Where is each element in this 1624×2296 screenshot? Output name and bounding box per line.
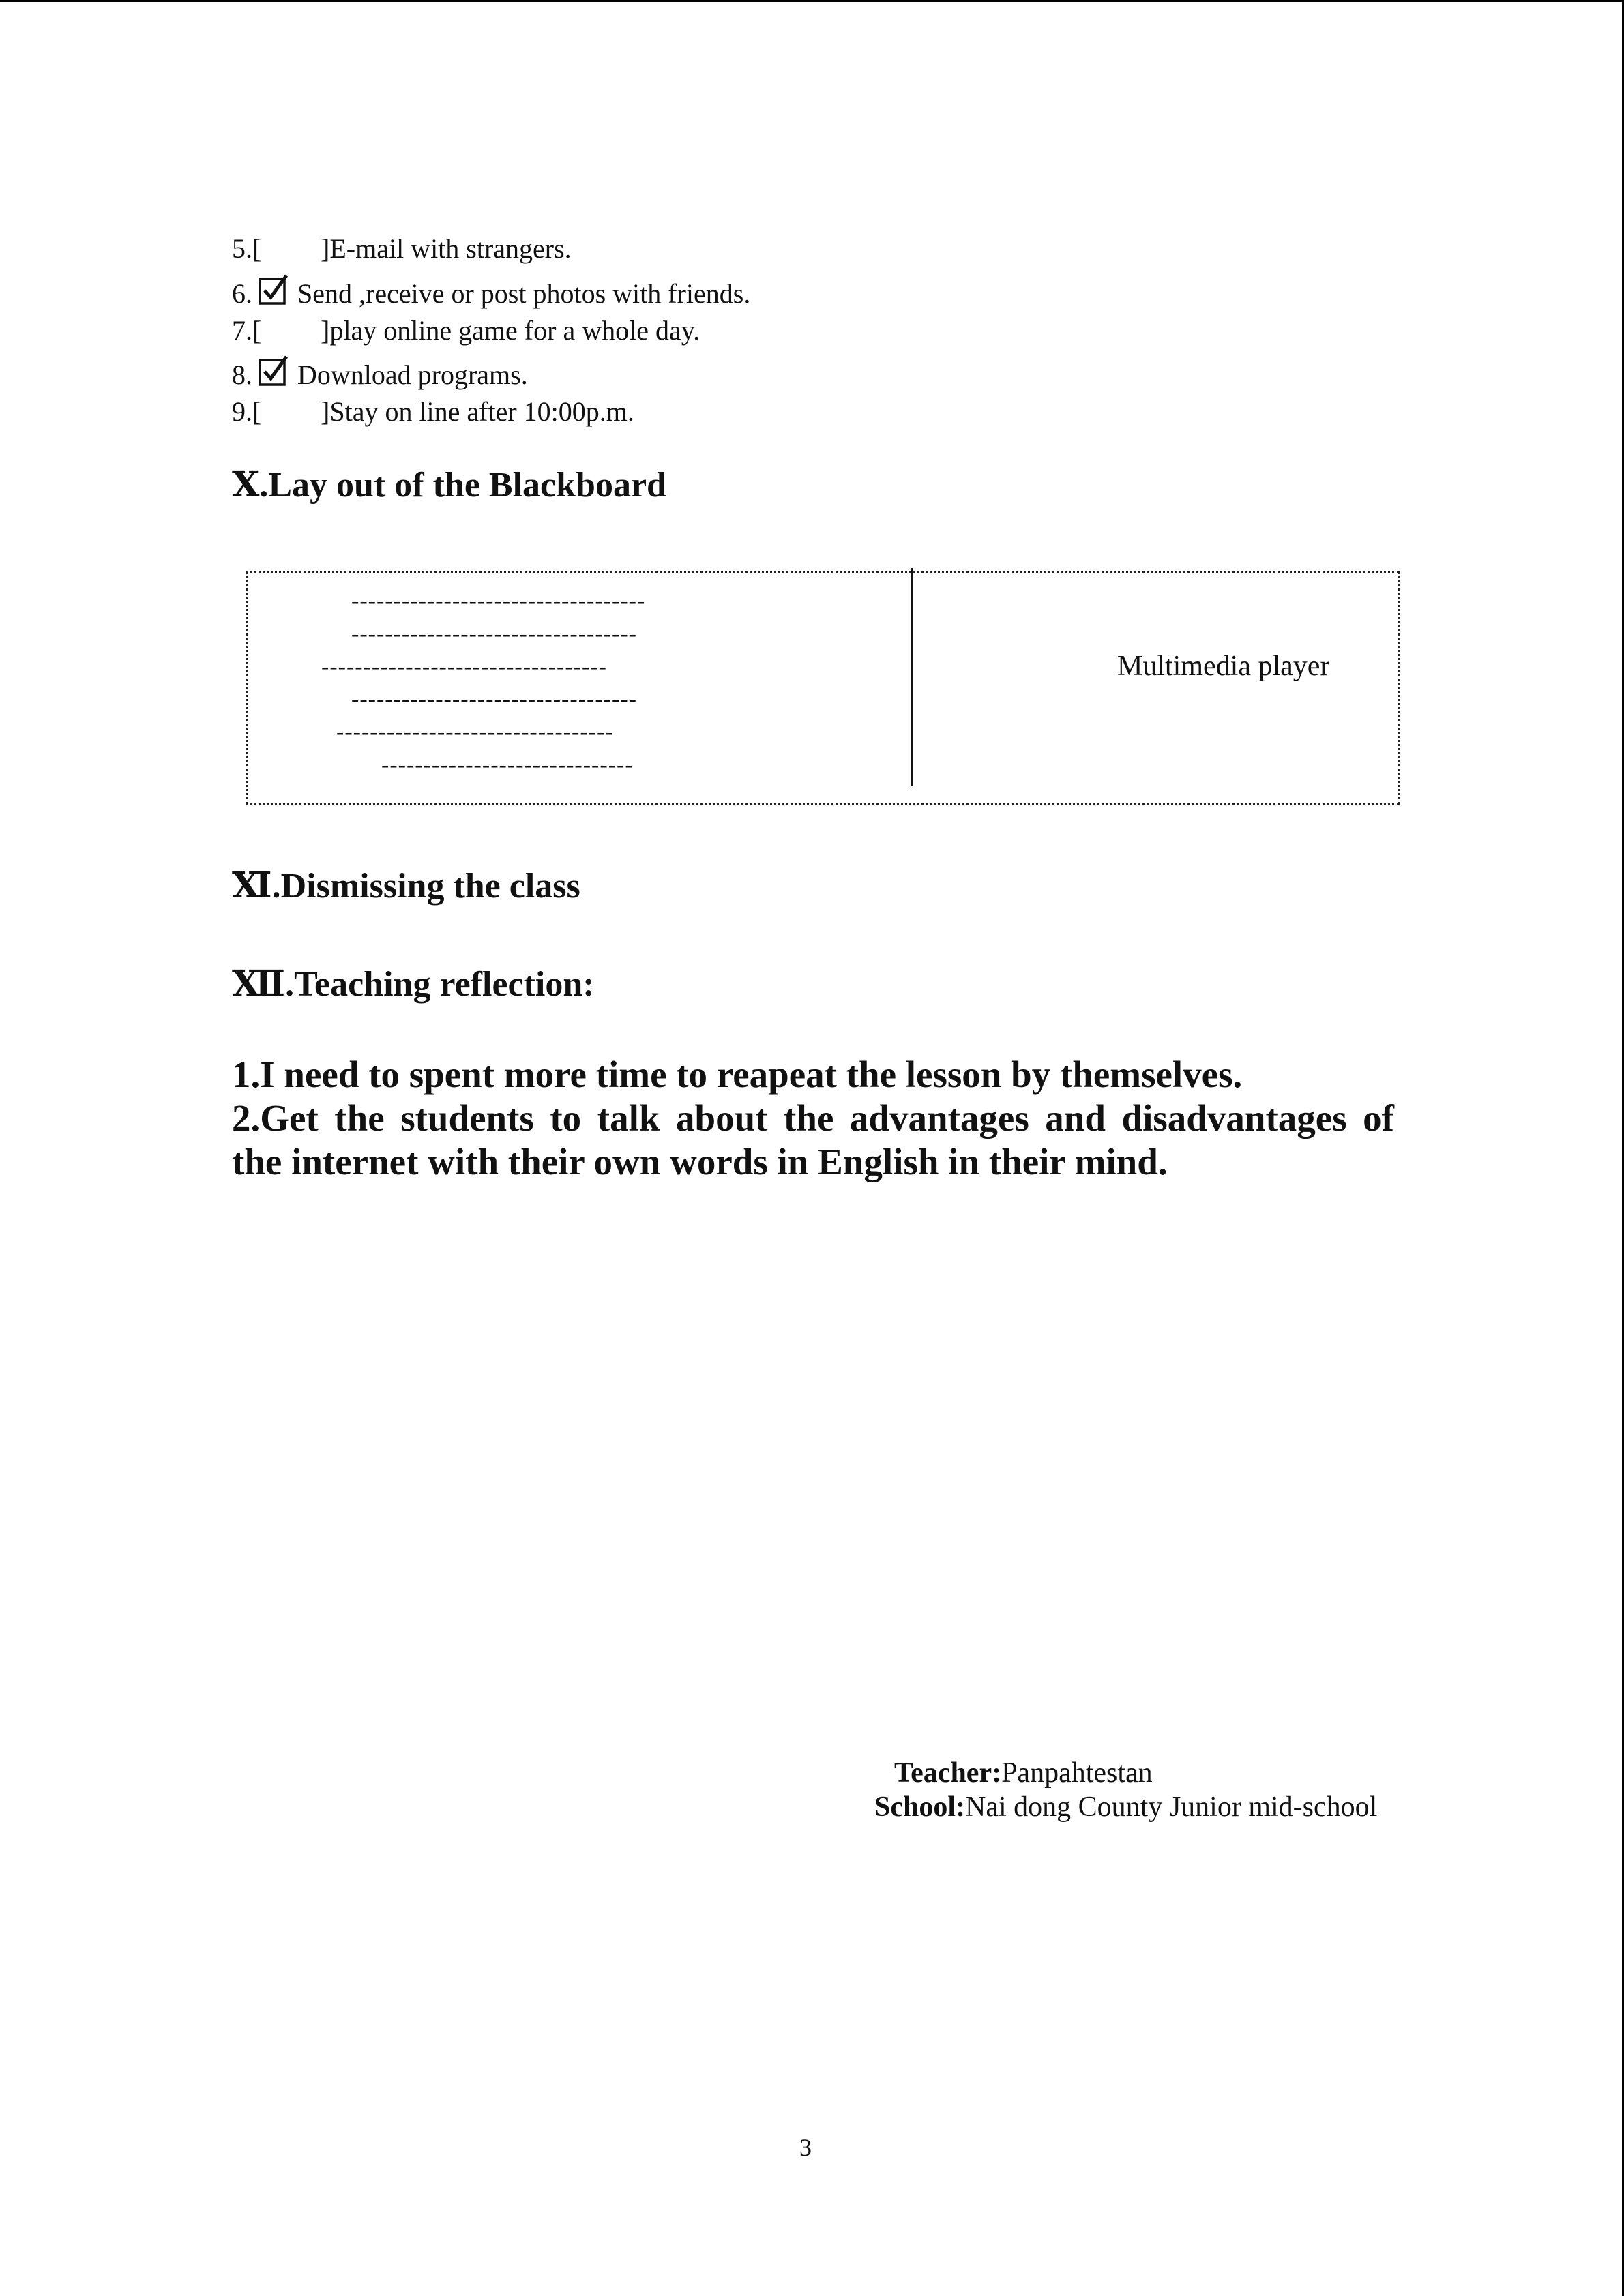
- school-label: School:: [874, 1791, 966, 1823]
- reflection-item: 1.I need to spent more time to reapeat the lesson by themselves.: [232, 1054, 1243, 1095]
- school-name: Nai dong County Junior mid-school: [965, 1791, 1378, 1823]
- item-text: Send ,receive or post photos with friends.: [297, 278, 751, 309]
- blackboard-line: ---------------------------------: [336, 719, 614, 745]
- reflection-item: 2.Get the students to talk about the advantages and disadvantages of: [232, 1097, 1394, 1139]
- blackboard-line: -----------------------------------: [351, 588, 646, 614]
- reflection-item-continued: the internet with their own words in English in their mind.: [232, 1141, 1168, 1182]
- blackboard-divider: [911, 568, 913, 786]
- school-line: [874, 1791, 1377, 1823]
- checked-box-icon: [258, 355, 289, 387]
- item-number: 9.: [232, 396, 252, 427]
- checklist-item-5: 5.[ ]E-mail with strangers.: [232, 233, 572, 264]
- teacher-line: [894, 1757, 1153, 1789]
- section-heading-reflection: Ⅻ.Teaching reflection:: [232, 965, 595, 1004]
- item-text: Download programs.: [297, 359, 528, 390]
- blackboard-line: ----------------------------------: [351, 687, 637, 712]
- blackboard-line: ----------------------------------: [321, 654, 607, 679]
- checklist-item-6: [232, 274, 750, 310]
- multimedia-player-label: Multimedia player: [1117, 651, 1330, 682]
- section-heading-dismiss: Ⅺ.Dismissing the class: [232, 867, 580, 906]
- reflection-body: [232, 1053, 1394, 1184]
- blackboard-layout-box: [246, 571, 1400, 805]
- item-text: play online game for a whole day.: [329, 315, 700, 346]
- blackboard-line: ----------------------------------: [351, 621, 637, 646]
- teacher-label: Teacher:: [894, 1757, 1002, 1789]
- checked-box-icon: [258, 274, 289, 305]
- checklist-item-8: [232, 355, 528, 391]
- item-number: 8.: [232, 359, 252, 390]
- item-number: 6.: [232, 278, 252, 309]
- empty-bracket: [: [252, 233, 262, 264]
- checklist-item-7: 7.[ ]play online game for a whole day.: [232, 315, 700, 346]
- item-number: 7.: [232, 315, 252, 346]
- section-heading-blackboard: Ⅹ.Lay out of the Blackboard: [232, 466, 666, 505]
- empty-bracket: [: [252, 396, 262, 427]
- item-text: Stay on line after 10:00p.m.: [329, 396, 634, 427]
- page-border-top: [0, 0, 1624, 2]
- blackboard-line: ------------------------------: [381, 752, 634, 777]
- empty-bracket: [: [252, 315, 262, 346]
- item-number: 5.: [232, 233, 252, 264]
- item-text: E-mail with strangers.: [329, 233, 572, 264]
- page-number: 3: [799, 2134, 812, 2161]
- checklist-item-9: 9.[ ]Stay on line after 10:00p.m.: [232, 396, 634, 427]
- teacher-name: Panpahtestan: [1001, 1757, 1153, 1789]
